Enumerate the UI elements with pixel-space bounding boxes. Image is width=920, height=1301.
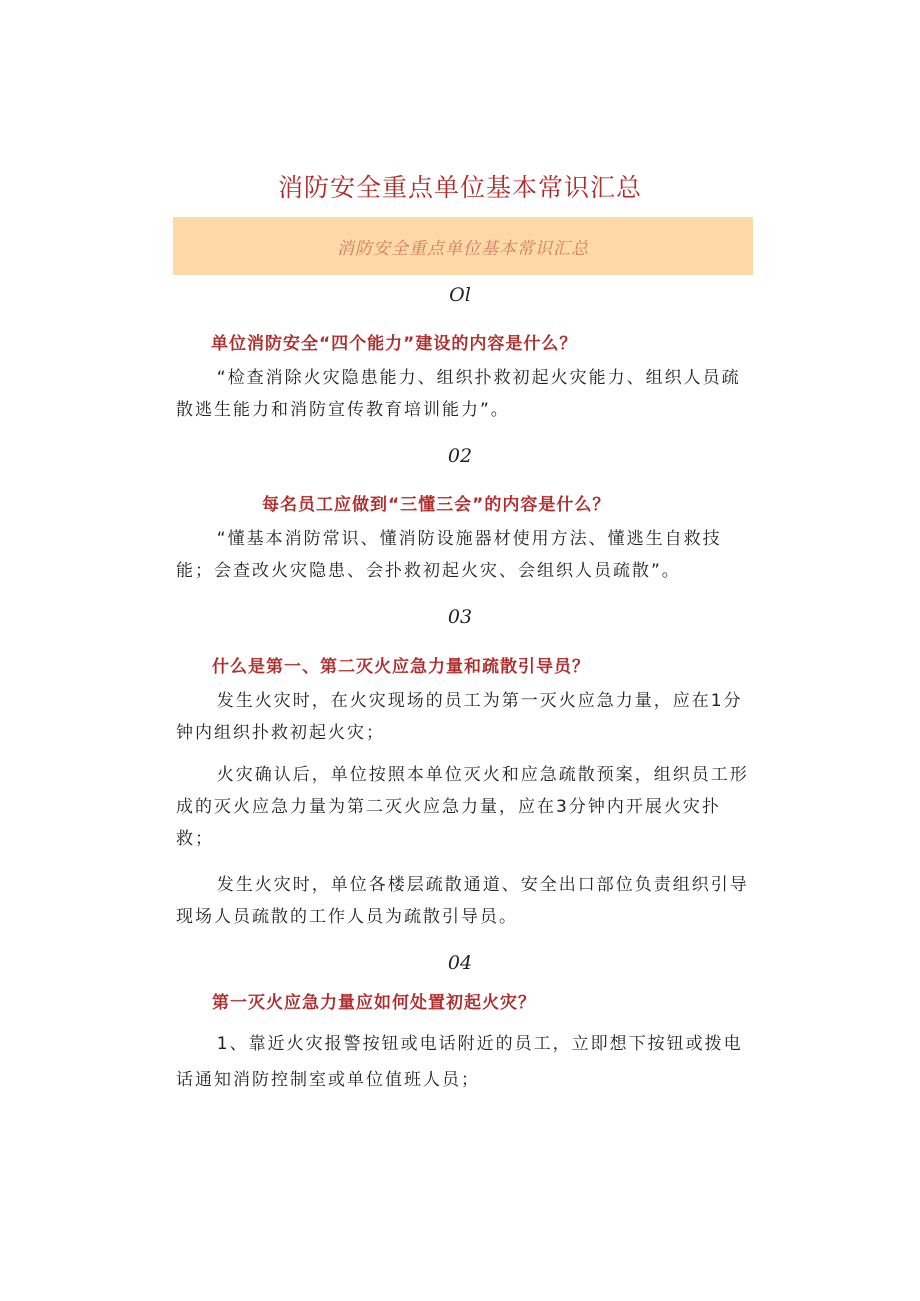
section-paragraph: 发生火灾时，在火灾现场的员工为第一灭火应急力量，应在1分钟内组织扑救初起火灾； — [176, 691, 743, 743]
section-number: 02 — [447, 445, 473, 467]
section-number: 04 — [447, 952, 473, 974]
section-question: 单位消防安全“四个能力”建设的内容是什么？ — [211, 334, 578, 354]
section-paragraph: “懂基本消防常识、懂消防设施器材使用方法、懂逃生自救技能；会查改火灾隐患、会扑救初起火灾、会组织人员疏散”。 — [176, 529, 722, 581]
banner-text: 消防安全重点单位基本常识汇总 — [337, 238, 589, 259]
section-number: 03 — [447, 606, 473, 628]
title-banner — [173, 217, 753, 275]
page-title: 消防安全重点单位基本常识汇总 — [277, 173, 642, 202]
section-number: Ol — [449, 284, 471, 306]
section-question: 每名员工应做到“三懂三会”的内容是什么？ — [262, 495, 611, 515]
section-question: 什么是第一、第二灭火应急力量和疏散引导员？ — [212, 657, 590, 677]
section-paragraph: 1、靠近火灾报警按钮或电话附近的员工，立即想下按钮或拨电话通知消防控制室或单位值班人员； — [176, 1034, 743, 1090]
section-paragraph: 火灾确认后，单位按照本单位灭火和应急疏散预案，组织员工形成的灭火应急力量为第二灭火应急力量，应在3分钟内开展火灾扑救； — [176, 765, 749, 849]
section-paragraph: 发生火灾时，单位各楼层疏散通道、安全出口部位负责组织引导现场人员疏散的工作人员为疏散引导员。 — [176, 875, 749, 927]
section-question: 第一灭火应急力量应如何处置初起火灾？ — [212, 993, 536, 1013]
section-paragraph: “检查消除火灾隐患能力、组织扑救初起火灾能力、组织人员疏散逃生能力和消防宣传教育培训能力”。 — [176, 368, 741, 420]
